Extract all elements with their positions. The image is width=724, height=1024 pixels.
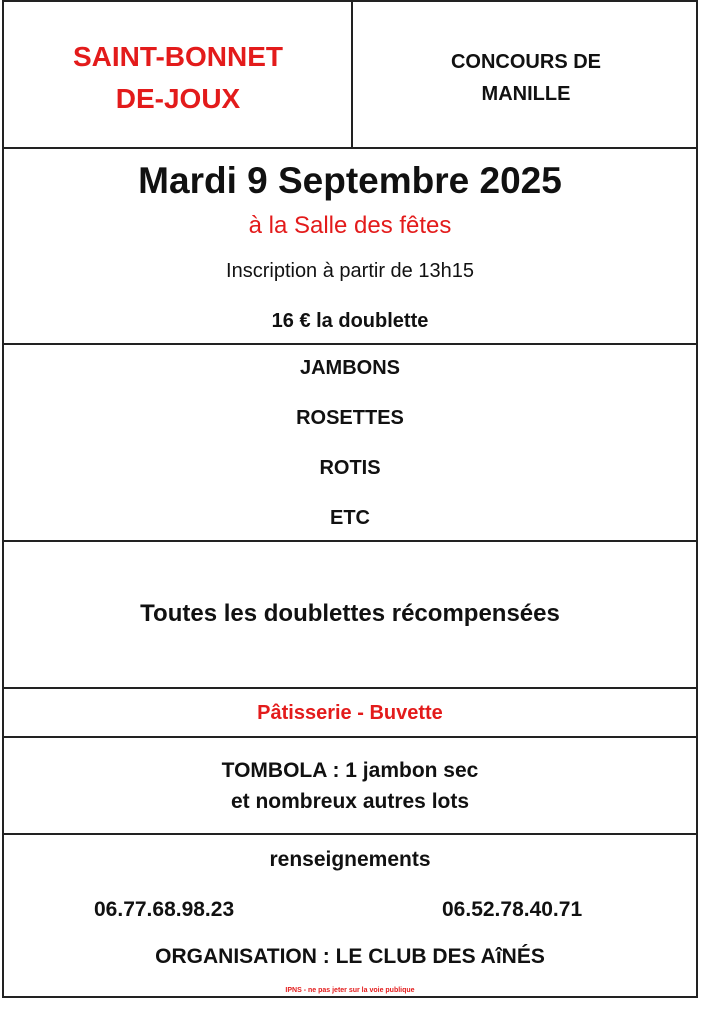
prize-item: JAMBONS [299, 357, 400, 379]
divider-1 [4, 147, 696, 149]
flyer-sheet [2, 0, 698, 998]
divider-5 [4, 736, 696, 738]
event-title-line1: CONCOURS DE [450, 51, 601, 73]
event-date: Mardi 9 Septembre 2025 [138, 160, 562, 201]
ipns-notice: IPNS - ne pas jeter sur la voie publique [285, 987, 415, 994]
tombola-line1: TOMBOLA : 1 jambon sec [221, 759, 479, 782]
phone-number-1: 06.77.68.98.23 [94, 898, 235, 921]
organisation-text: ORGANISATION : LE CLUB DES AîNÉS [155, 945, 545, 968]
prize-item: ETC [330, 507, 370, 529]
event-title [354, 46, 698, 110]
tombola-line2: et nombreux autres lots [230, 790, 470, 813]
rewards-text: Toutes les doublettes récompensées [140, 600, 560, 627]
prize-item: ROSETTES [296, 407, 404, 429]
divider-3 [4, 540, 696, 542]
divider-2 [4, 343, 696, 345]
town-name-line2: DE-JOUX [115, 83, 241, 114]
divider-4 [4, 687, 696, 689]
prize-item: ROTIS [319, 457, 381, 479]
event-title-line2: MANILLE [481, 83, 571, 105]
town-name [4, 36, 352, 120]
town-name-line1: SAINT-BONNET [73, 41, 283, 72]
contact-heading: renseignements [269, 848, 431, 871]
entry-price: 16 € la doublette [271, 310, 429, 332]
event-venue: à la Salle des fêtes [248, 212, 452, 239]
divider-6 [4, 833, 696, 835]
phone-number-2: 06.52.78.40.71 [442, 898, 583, 921]
registration-time: Inscription à partir de 13h15 [226, 260, 474, 282]
refreshments-text: Pâtisserie - Buvette [257, 702, 443, 724]
